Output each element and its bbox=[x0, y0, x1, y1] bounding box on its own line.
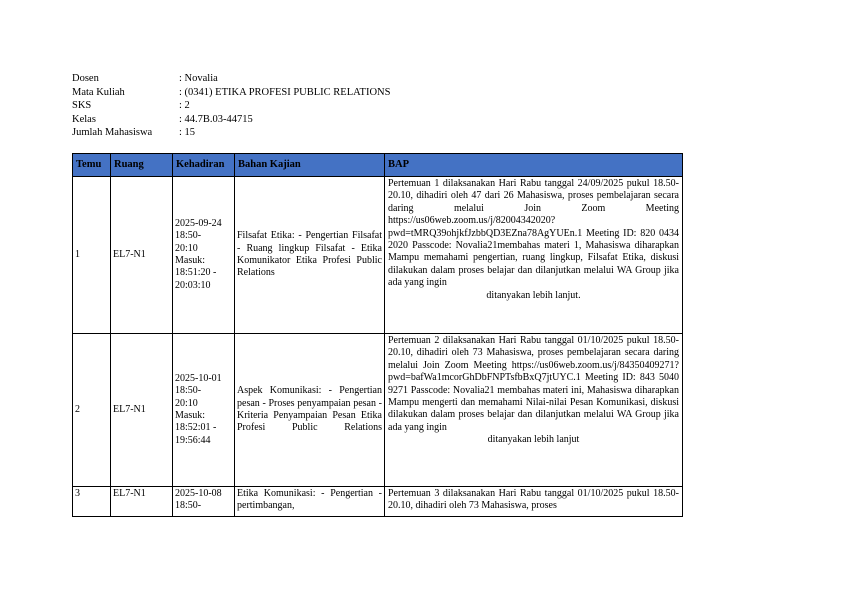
kehadiran-line: 20:10 bbox=[175, 242, 198, 254]
bap-text: Pertemuan 3 dilaksanakan Hari Rabu tanggal 01/10/2025 pukul 18.50-20.10, dihadiri oleh 73 Mahasiswa, proses bbox=[388, 488, 679, 512]
kehadiran-line: Masuk: bbox=[175, 410, 205, 421]
table-header-row bbox=[73, 154, 683, 177]
cell-ruang: EL7-N1 bbox=[111, 334, 173, 487]
cell-bahan-kajian: Etika Komunikasi: - Pengertian - pertimbangan, bbox=[235, 487, 385, 517]
cell-bap bbox=[385, 334, 683, 487]
info-row-jumlah-mahasiswa bbox=[72, 126, 390, 140]
info-row-dosen bbox=[72, 72, 390, 86]
kehadiran-line: 18:50- bbox=[175, 500, 202, 512]
kehadiran-line: 18:50- bbox=[175, 385, 202, 397]
header-bahan-kajian: Bahan Kajian bbox=[235, 154, 385, 177]
info-label: SKS bbox=[72, 100, 92, 112]
info-value: : Novalia bbox=[179, 73, 218, 84]
kehadiran-line: 19:56:44 bbox=[175, 434, 211, 446]
table-row bbox=[73, 487, 683, 517]
bap-text-end: ditanyakan lebih lanjut. bbox=[486, 289, 581, 301]
cell-temu: 2 bbox=[73, 334, 111, 487]
kehadiran-line: 2025-10-01 bbox=[175, 372, 222, 384]
cell-ruang: EL7-N1 bbox=[111, 177, 173, 334]
info-value: : 44.7B.03-44715 bbox=[179, 113, 253, 125]
cell-bahan-kajian: Aspek Komunikasi: - Pengertian pesan - Proses penyampaian pesan - Kriteria Penyampaian Pesan Etika Profesi Public Relations bbox=[235, 334, 385, 487]
cell-temu: 1 bbox=[73, 177, 111, 334]
bap-text: Pertemuan 1 dilaksanakan Hari Rabu tanggal 24/09/2025 pukul 18.50-20.10, dihadiri oleh 47 dari 26 Mahasiswa, proses pembelajaran secara daring melalui Join Zoom Meeting https://us06web.zoom.us/j/82004342020?pwd=tMRQ39ohjkfJzbbQD3EZna78AgYUEn.1 Meeting ID: 820 0434 2020 Passcode: Novalia21membahas materi 1, Mahasiswa diharapkan Mampu memahami pengertian, ruang lingkup, Filsafat Etika, diskusi dilakukan dalam proses belajar dan dilanjutkan melalui WA Group jika ada yang ingin bbox=[388, 178, 679, 289]
info-value: : (0341) ETIKA PROFESI PUBLIC RELATIONS bbox=[179, 86, 391, 98]
header-temu: Temu bbox=[73, 154, 111, 177]
kehadiran-line: 18:51:20 - bbox=[175, 267, 217, 279]
kehadiran-line: 18:52:01 - bbox=[175, 422, 217, 434]
course-info bbox=[72, 72, 390, 140]
bap-text: Pertemuan 2 dilaksanakan Hari Rabu tanggal 01/10/2025 pukul 18.50-20.10, dihadiri oleh 73 Mahasiswa, proses pembelajaran secara daring melalui Join Zoom Meeting https://us06web.zoom.us/j/84350409271?pwd=bafWa1mcorGhDbFNPTsfbBxQ7jtUYC.1 Meeting ID: 843 5040 9271 Passcode: Novalia21 membahas materi ini, Mahasiswa diharapkan Mampu mengerti dan memahami Nilai-nilai Pesan Komunikasi, diskusi dilakukan dalam proses belajar dan dilanjutkan melalui WA Group jika ada yang ingin bbox=[388, 335, 679, 433]
table-row bbox=[73, 177, 683, 334]
kehadiran-line: Masuk: bbox=[175, 255, 205, 266]
info-value: : 15 bbox=[179, 127, 196, 139]
kehadiran-line: 20:10 bbox=[175, 397, 198, 409]
kehadiran-line: 20:03:10 bbox=[175, 279, 211, 291]
cell-kehadiran bbox=[173, 177, 235, 334]
info-label: Jumlah Mahasiswa bbox=[72, 127, 153, 139]
cell-bahan-kajian: Filsafat Etika: - Pengertian Filsafat - Ruang lingkup Filsafat - Etika Komunikator Etika Profesi Public Relations bbox=[235, 177, 385, 334]
kehadiran-line: 2025-09-24 bbox=[175, 217, 222, 229]
header-kehadiran: Kehadiran bbox=[173, 154, 235, 177]
info-row-sks bbox=[72, 99, 390, 113]
cell-ruang: EL7-N1 bbox=[111, 487, 173, 517]
header-bap: BAP bbox=[385, 154, 683, 177]
info-label: Dosen bbox=[72, 73, 99, 84]
info-value: : 2 bbox=[179, 100, 190, 112]
info-label: Mata Kuliah bbox=[72, 86, 125, 98]
cell-bap bbox=[385, 487, 683, 517]
table-row bbox=[73, 334, 683, 487]
info-label: Kelas bbox=[72, 113, 96, 125]
bap-text-end: ditanyakan lebih lanjut bbox=[487, 434, 580, 446]
kehadiran-line: 18:50- bbox=[175, 230, 202, 242]
info-row-kelas bbox=[72, 113, 390, 127]
cell-bap bbox=[385, 177, 683, 334]
cell-temu: 3 bbox=[73, 487, 111, 517]
cell-kehadiran bbox=[173, 487, 235, 517]
schedule-table bbox=[72, 153, 683, 517]
info-row-mata-kuliah bbox=[72, 86, 390, 100]
kehadiran-line: 2025-10-08 bbox=[175, 488, 222, 499]
header-ruang: Ruang bbox=[111, 154, 173, 177]
cell-kehadiran bbox=[173, 334, 235, 487]
